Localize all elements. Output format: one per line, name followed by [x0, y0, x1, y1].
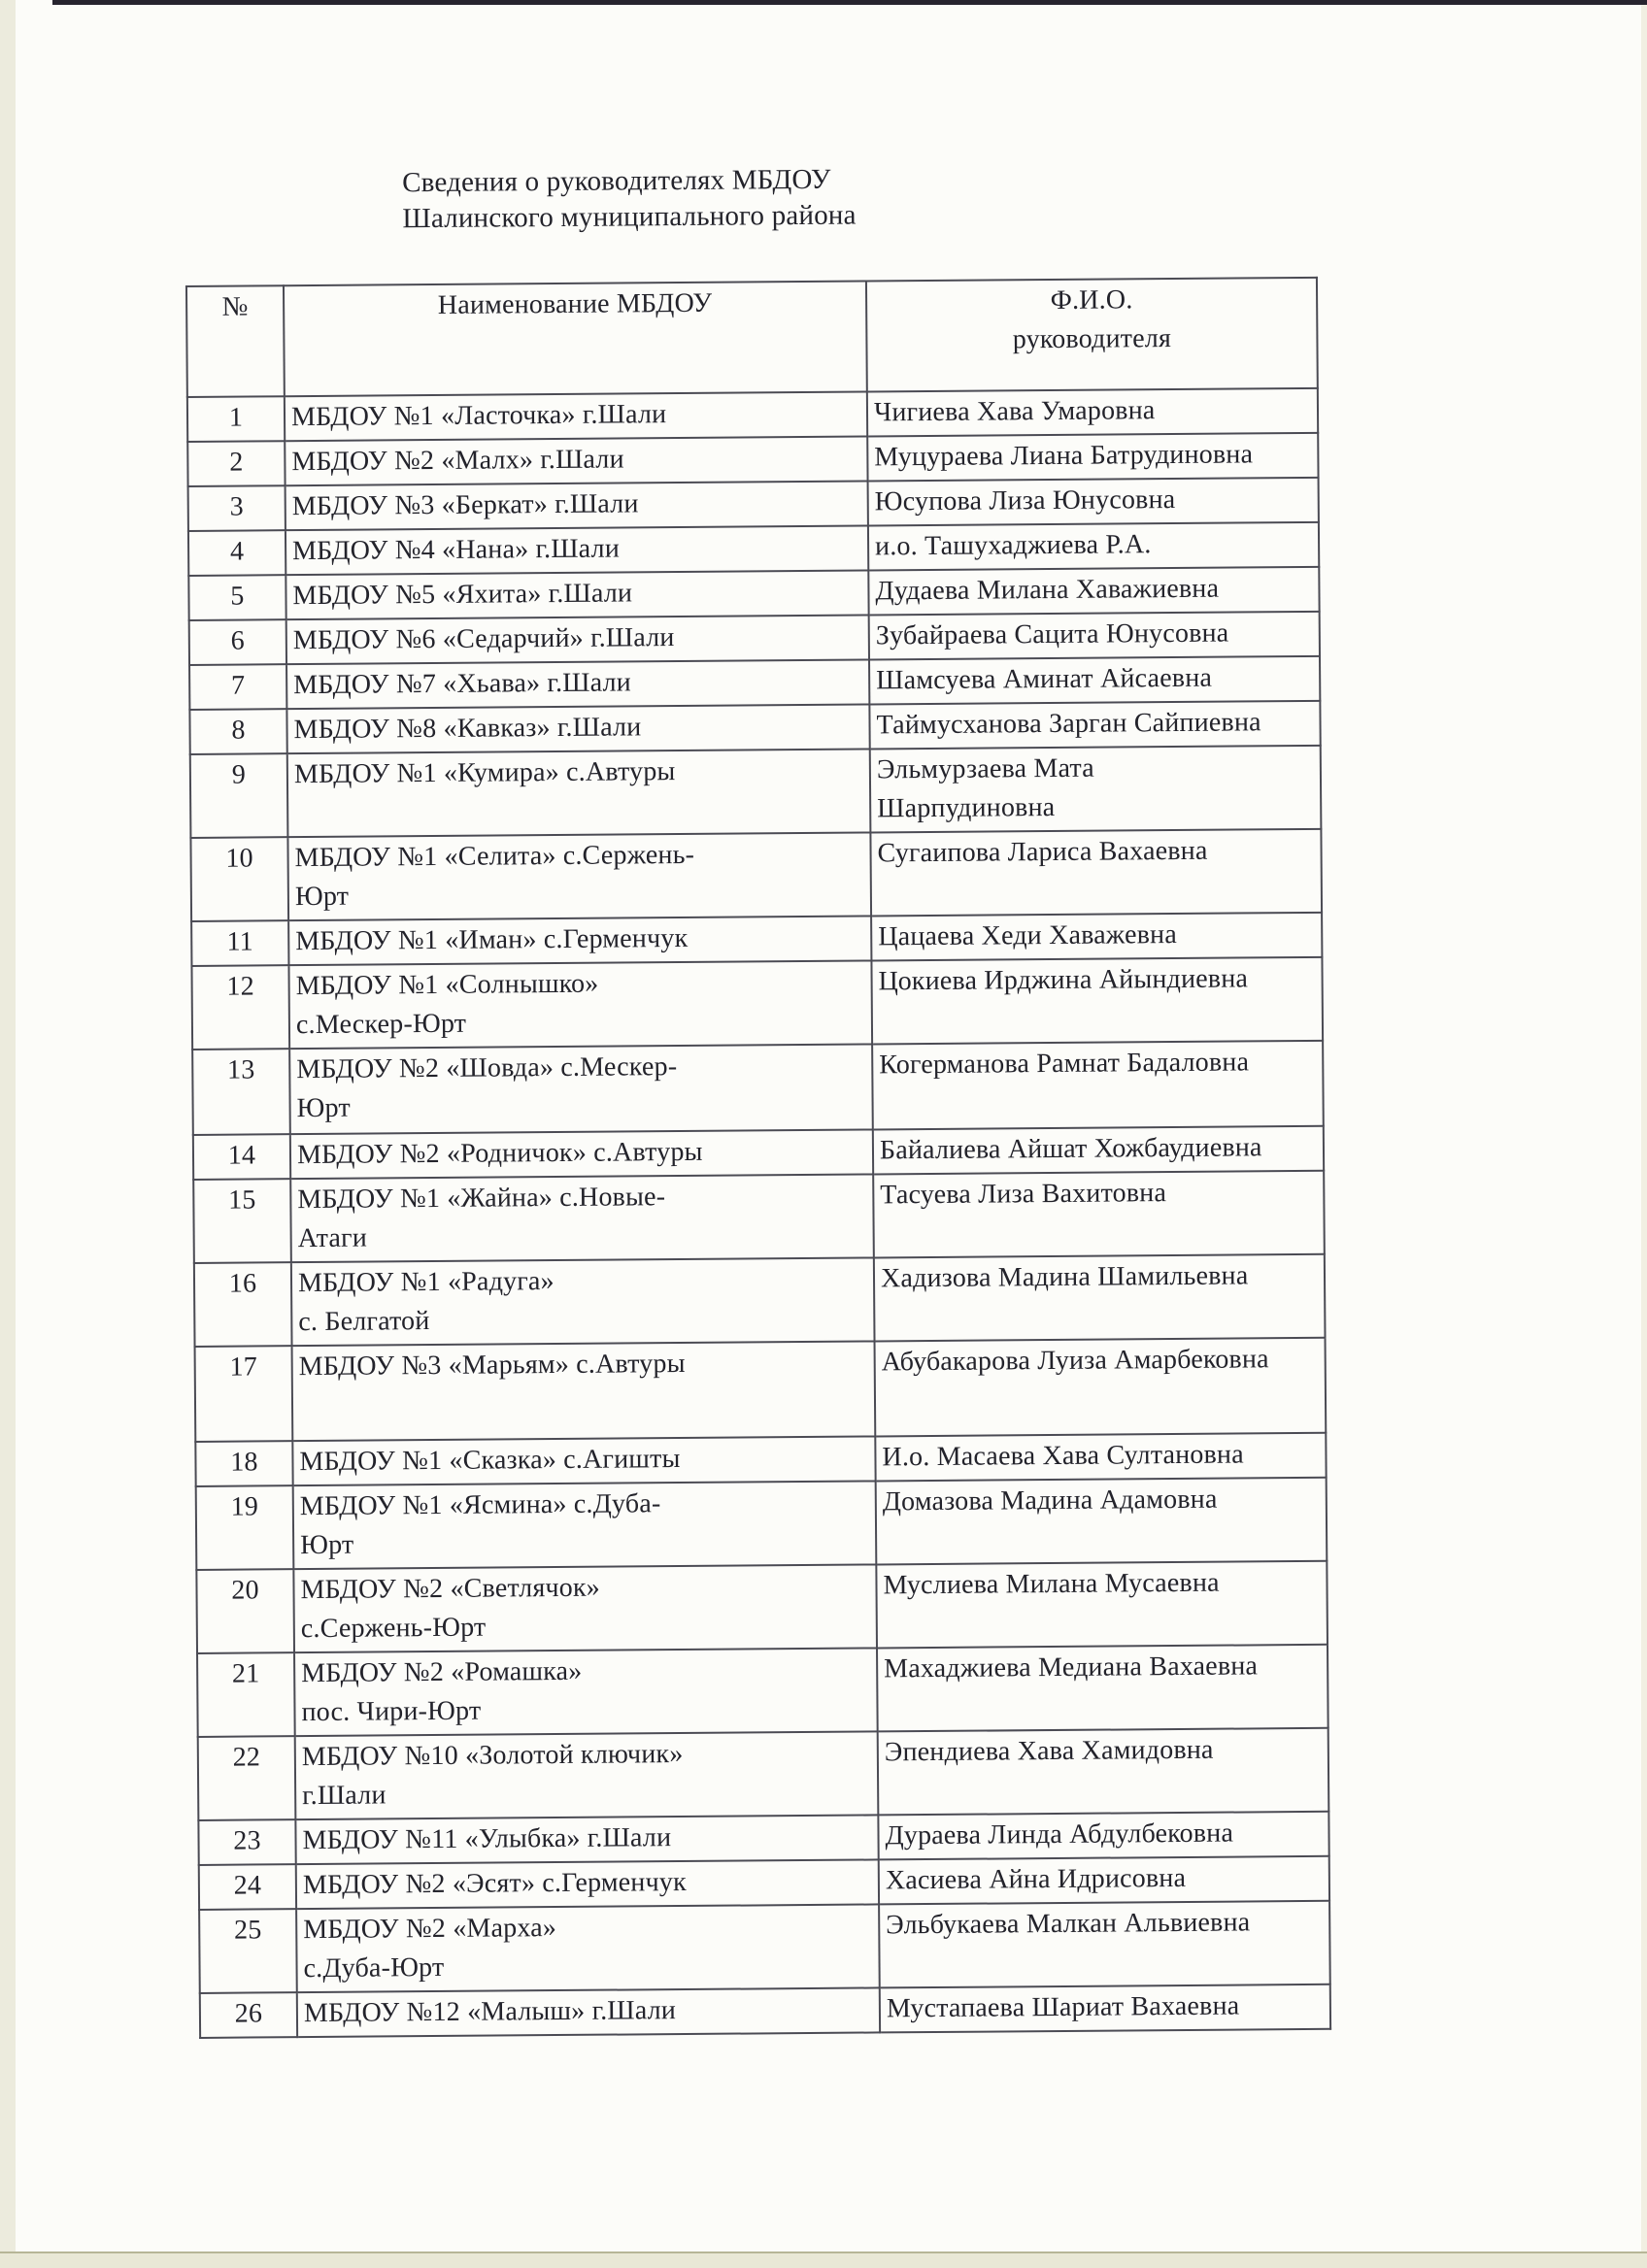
- cell-number: 12: [191, 965, 289, 1050]
- table-body: [187, 388, 1330, 2038]
- cell-number: 22: [198, 1736, 296, 1820]
- scan-edge-bottom: [0, 2251, 1647, 2268]
- cell-director-fio: Эпендиева Хава Хамидовна: [878, 1728, 1329, 1816]
- cell-number: 24: [199, 1864, 296, 1910]
- cell-institution-name: МБДОУ №6 «Седарчий» г.Шали: [286, 615, 869, 664]
- cell-institution-name: МБДОУ №12 «Малыш» г.Шали: [297, 1987, 880, 2037]
- cell-institution-name: МБДОУ №7 «Хьава» г.Шали: [286, 659, 869, 709]
- cell-number: 8: [189, 709, 286, 754]
- cell-director-fio: и.о. Ташухаджиева Р.А.: [868, 522, 1319, 571]
- cell-institution-name: МБДОУ №8 «Кавказ» г.Шали: [286, 704, 869, 753]
- cell-number: 18: [195, 1441, 292, 1486]
- cell-director-fio: Юсупова Лиза Юнусовна: [868, 478, 1319, 526]
- cell-institution-name: МБДОУ №2 «Родничок» с.Автуры: [290, 1129, 873, 1179]
- table-row: [199, 1901, 1330, 1993]
- cell-institution-name: МБДОУ №2 «Марха» с.Дуба-Юрт: [296, 1904, 880, 1992]
- cell-institution-name: МБДОУ №2 «Эсят» с.Герменчук: [296, 1859, 879, 1909]
- cell-director-fio: Муцураева Лиана Батрудиновна: [867, 433, 1318, 482]
- table-header-row: [186, 278, 1318, 397]
- cell-director-fio: Домазова Мадина Адамовна: [876, 1478, 1328, 1565]
- col-header-number: №: [186, 285, 285, 397]
- cell-institution-name: МБДОУ №3 «Марьям» с.Автуры: [292, 1341, 876, 1441]
- cell-director-fio: Эльбукаева Малкан Альвиевна: [879, 1901, 1330, 1988]
- scan-edge-top: [52, 0, 1647, 5]
- scan-edge-right: [1641, 0, 1647, 2268]
- cell-number: 3: [188, 485, 286, 531]
- table-row: [192, 1041, 1324, 1135]
- document-title: Сведения о руководителях МБДОУ Шалинского муниципального района: [402, 163, 857, 235]
- cell-number: 16: [194, 1262, 292, 1347]
- cell-number: 26: [200, 1992, 297, 2038]
- table-row: [196, 1478, 1328, 1570]
- directors-table: [185, 277, 1331, 2039]
- cell-institution-name: МБДОУ №1 «Солнышко» с.Мескер-Юрт: [288, 960, 872, 1049]
- cell-number: 2: [187, 441, 285, 486]
- cell-institution-name: МБДОУ №2 «Ромашка» пос. Чири-Юрт: [294, 1648, 878, 1736]
- cell-institution-name: МБДОУ №3 «Беркат» г.Шали: [286, 481, 868, 530]
- cell-institution-name: МБДОУ №2 «Светлячок» с.Сержень-Юрт: [293, 1564, 877, 1652]
- table-row: [198, 1728, 1329, 1820]
- cell-director-fio: Чигиева Хава Умаровна: [867, 388, 1318, 437]
- cell-number: 14: [193, 1134, 290, 1180]
- cell-director-fio: Махаджиева Медиана Вахаевна: [877, 1645, 1328, 1732]
- cell-number: 23: [198, 1819, 295, 1865]
- cell-director-fio: И.о. Масаева Хава Султановна: [875, 1433, 1326, 1482]
- cell-number: 10: [190, 837, 288, 921]
- col-header-director-fio: Ф.И.О. руководителя: [866, 278, 1318, 392]
- cell-director-fio: Хадизова Мадина Шамильевна: [874, 1254, 1326, 1342]
- cell-number: 21: [197, 1652, 295, 1737]
- table-row: [196, 1561, 1328, 1653]
- cell-number: 11: [191, 920, 288, 966]
- cell-institution-name: МБДОУ №1 «Иман» с.Герменчук: [288, 916, 871, 965]
- cell-institution-name: МБДОУ №11 «Улыбка» г.Шали: [295, 1815, 878, 1864]
- cell-institution-name: МБДОУ №1 «Кумира» с.Автуры: [287, 749, 871, 837]
- cell-institution-name: МБДОУ №1 «Жайна» с.Новые- Атаги: [290, 1174, 874, 1262]
- cell-number: 20: [196, 1569, 294, 1653]
- cell-director-fio: Тасуева Лиза Вахитовна: [873, 1171, 1325, 1258]
- scan-edge-left: [0, 0, 16, 2268]
- table-row: [195, 1338, 1327, 1442]
- cell-director-fio: Мустапаева Шариат Вахаевна: [880, 1984, 1330, 2033]
- cell-number: 1: [187, 396, 285, 442]
- cell-director-fio: Таймусханова Зарган Сайпиевна: [869, 701, 1320, 750]
- cell-institution-name: МБДОУ №1 «Ласточка» г.Шали: [285, 391, 867, 441]
- cell-director-fio: Хасиева Айна Идрисовна: [879, 1856, 1329, 1905]
- table-row: [200, 1984, 1330, 2038]
- cell-director-fio: Шамсуева Аминат Айсаевна: [869, 656, 1320, 705]
- col-header-institution: Наименование МБДОУ: [284, 281, 867, 396]
- document-body: [185, 158, 1331, 2039]
- cell-institution-name: МБДОУ №1 «Сказка» с.Агишты: [292, 1436, 875, 1485]
- cell-institution-name: МБДОУ №2 «Шовда» с.Мескер- Юрт: [289, 1044, 873, 1134]
- cell-number: 4: [188, 530, 286, 576]
- cell-number: 13: [192, 1049, 290, 1135]
- cell-institution-name: МБДОУ №2 «Малх» г.Шали: [285, 436, 867, 485]
- cell-number: 25: [199, 1909, 297, 1993]
- cell-director-fio: Дудаева Милана Хаважиевна: [868, 567, 1319, 616]
- table-row: [191, 957, 1323, 1050]
- table-row: [194, 1254, 1326, 1347]
- cell-institution-name: МБДОУ №5 «Яхита» г.Шали: [286, 570, 868, 619]
- cell-director-fio: Дураева Линда Абдулбековна: [878, 1812, 1328, 1860]
- table-row: [190, 746, 1322, 838]
- cell-number: 5: [188, 575, 286, 620]
- cell-director-fio: Эльмурзаева Мата Шарпудиновна: [870, 746, 1322, 833]
- cell-institution-name: МБДОУ №1 «Радуга» с. Белгатой: [291, 1257, 875, 1346]
- cell-director-fio: Когерманова Рамнат Бадаловна: [872, 1041, 1324, 1130]
- cell-number: 17: [195, 1346, 293, 1442]
- cell-institution-name: МБДОУ №1 «Ясмина» с.Дуба- Юрт: [293, 1481, 877, 1569]
- cell-number: 9: [190, 753, 288, 838]
- table-row: [190, 829, 1322, 921]
- table-row: [197, 1645, 1328, 1737]
- table-row: [193, 1171, 1325, 1263]
- cell-number: 6: [189, 619, 286, 665]
- cell-director-fio: Зубайраева Сацита Юнусовна: [869, 612, 1320, 660]
- cell-director-fio: Цацаева Хеди Хаважевна: [871, 913, 1322, 961]
- cell-number: 15: [193, 1179, 291, 1263]
- cell-number: 19: [196, 1485, 294, 1570]
- cell-director-fio: Байалиева Айшат Хожбаудиевна: [873, 1126, 1324, 1175]
- cell-director-fio: Абубакарова Луиза Амарбековна: [875, 1338, 1327, 1437]
- cell-number: 7: [189, 664, 286, 710]
- cell-institution-name: МБДОУ №4 «Нана» г.Шали: [286, 525, 868, 575]
- cell-director-fio: Сугаипова Лариса Вахаевна: [870, 829, 1322, 917]
- cell-institution-name: МБДОУ №10 «Золотой ключик» г.Шали: [295, 1731, 879, 1819]
- cell-director-fio: Муслиева Милана Мусаевна: [876, 1561, 1328, 1649]
- cell-director-fio: Цокиева Ирджина Айындиевна: [871, 957, 1323, 1045]
- cell-institution-name: МБДОУ №1 «Селита» с.Сержень- Юрт: [287, 832, 871, 920]
